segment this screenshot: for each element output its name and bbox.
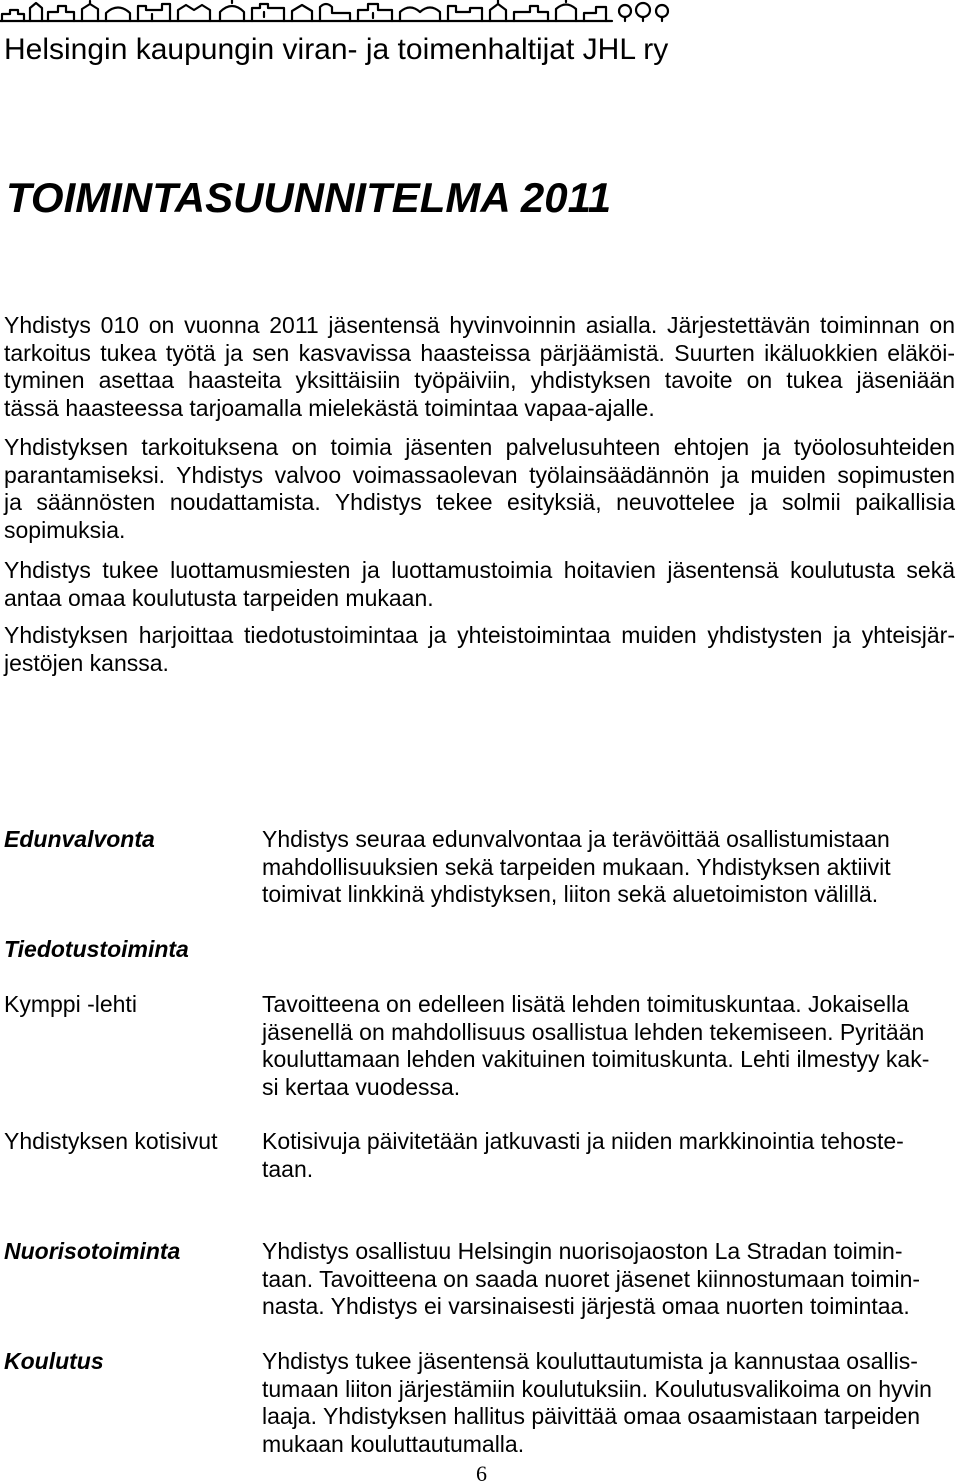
section-text-line: taan. xyxy=(262,1155,314,1182)
section-text xyxy=(262,1128,956,1183)
section-text-line: tumaan liiton järjestämiin koulutuksiin. Koulutusvalikoima on hyvin xyxy=(262,1375,932,1402)
section-text-line: mukaan kouluttautumalla. xyxy=(262,1430,525,1457)
section-heading: Koulutus xyxy=(4,1348,104,1374)
section-text xyxy=(262,991,956,1101)
paragraph-line: parantamiseksi. Yhdistys valvoo voimassaolevan työlainsäädännön ja muiden sopimusten xyxy=(4,461,955,488)
intro-paragraph-1 xyxy=(4,312,955,422)
section-text-line: kouluttamaan lehden vakituinen toimituskunta. Lehti ilmestyy kak- xyxy=(262,1046,930,1072)
paragraph-line: ja säännösten noudattamista. Yhdistys tekee esityksiä, neuvottelee ja solmii paikallisia xyxy=(4,489,955,515)
section-text-line: laaja. Yhdistyksen hallitus päivittää omaa osaamistaan tarpeiden xyxy=(262,1403,921,1429)
section-text xyxy=(262,1238,956,1321)
section-text xyxy=(262,826,956,909)
section-heading: Tiedotustoiminta xyxy=(4,936,189,962)
section-text-line: Tavoitteena on edelleen lisätä lehden toimituskuntaa. Jokaisella xyxy=(262,991,909,1017)
section-text-line: taan. Tavoitteena on saada nuoret jäsenet kiinnostumaan toimin- xyxy=(262,1265,921,1292)
organization-name: Helsingin kaupungin viran- ja toimenhaltijat JHL ry xyxy=(4,33,669,66)
subsection-label: Yhdistyksen kotisivut xyxy=(4,1128,218,1154)
paragraph-line: Yhdistyksen harjoittaa tiedotustoimintaa ja yhteistoimintaa muiden yhdistysten ja yhteisjär- xyxy=(4,622,955,648)
paragraph-line: antaa omaa koulutusta tarpeiden mukaan. xyxy=(4,584,434,611)
paragraph-line: sopimuksia. xyxy=(4,516,126,543)
paragraph-line: tyminen asettaa haasteita yksittäisiin työpäiviin, yhdistyksen tavoite on tukea jäseniään xyxy=(4,367,955,393)
section-text-line: Yhdistys tukee jäsentensä kouluttautumista ja kannustaa osallis- xyxy=(262,1348,918,1374)
section-text-line: si kertaa vuodessa. xyxy=(262,1073,461,1100)
paragraph-line: tässä haasteessa tarjoamalla mielekästä toimintaa vapaa-ajalle. xyxy=(4,394,655,421)
subsection-label: Kymppi -lehti xyxy=(4,991,137,1017)
section-text-line: Yhdistys seuraa edunvalvontaa ja terävöittää osallistumistaan xyxy=(262,826,890,852)
intro-paragraph-4 xyxy=(4,622,955,677)
paragraph-line: Yhdistys 010 on vuonna 2011 jäsentensä hyvinvoinnin asialla. Järjestettävän toiminnan on xyxy=(4,312,955,338)
intro-paragraph-3 xyxy=(4,557,955,612)
section-text-line: toimivat linkkinä yhdistyksen, liiton sekä aluetoimiston välillä. xyxy=(262,881,879,907)
skyline-logo xyxy=(0,0,676,24)
paragraph-line: jestöjen kanssa. xyxy=(4,649,169,676)
section-text-line: mahdollisuuksien sekä tarpeiden mukaan. Yhdistyksen aktiivit xyxy=(262,853,891,880)
paragraph-line: Yhdistyksen tarkoituksena on toimia jäsenten palvelusuhteen ehtojen ja työolosuhteiden xyxy=(4,434,955,460)
document-title: TOIMINTASUUNNITELMA 2011 xyxy=(6,174,612,221)
section-heading: Nuorisotoiminta xyxy=(4,1238,181,1264)
paragraph-line: Yhdistys tukee luottamusmiesten ja luottamustoimia hoitavien jäsentensä koulutusta sekä xyxy=(4,557,955,583)
section-text-line: nasta. Yhdistys ei varsinaisesti järjestä omaa nuorten toimintaa. xyxy=(262,1293,910,1319)
paragraph-line: tarkoitus tukea työtä ja sen kasvavissa haasteissa pärjäämistä. Suurten ikäluokkien eläköi- xyxy=(4,339,955,366)
section-heading: Edunvalvonta xyxy=(4,826,155,852)
section-text xyxy=(262,1348,956,1458)
page-number: 6 xyxy=(476,1461,487,1484)
section-text-line: Kotisivuja päivitetään jatkuvasti ja niiden markkinointia tehoste- xyxy=(262,1128,904,1154)
section-text-line: jäsenellä on mahdollisuus osallistua lehden tekemiseen. Pyritään xyxy=(262,1018,925,1045)
intro-paragraph-2 xyxy=(4,434,955,544)
section-text-line: Yhdistys osallistuu Helsingin nuorisojaoston La Stradan toimin- xyxy=(262,1238,903,1264)
